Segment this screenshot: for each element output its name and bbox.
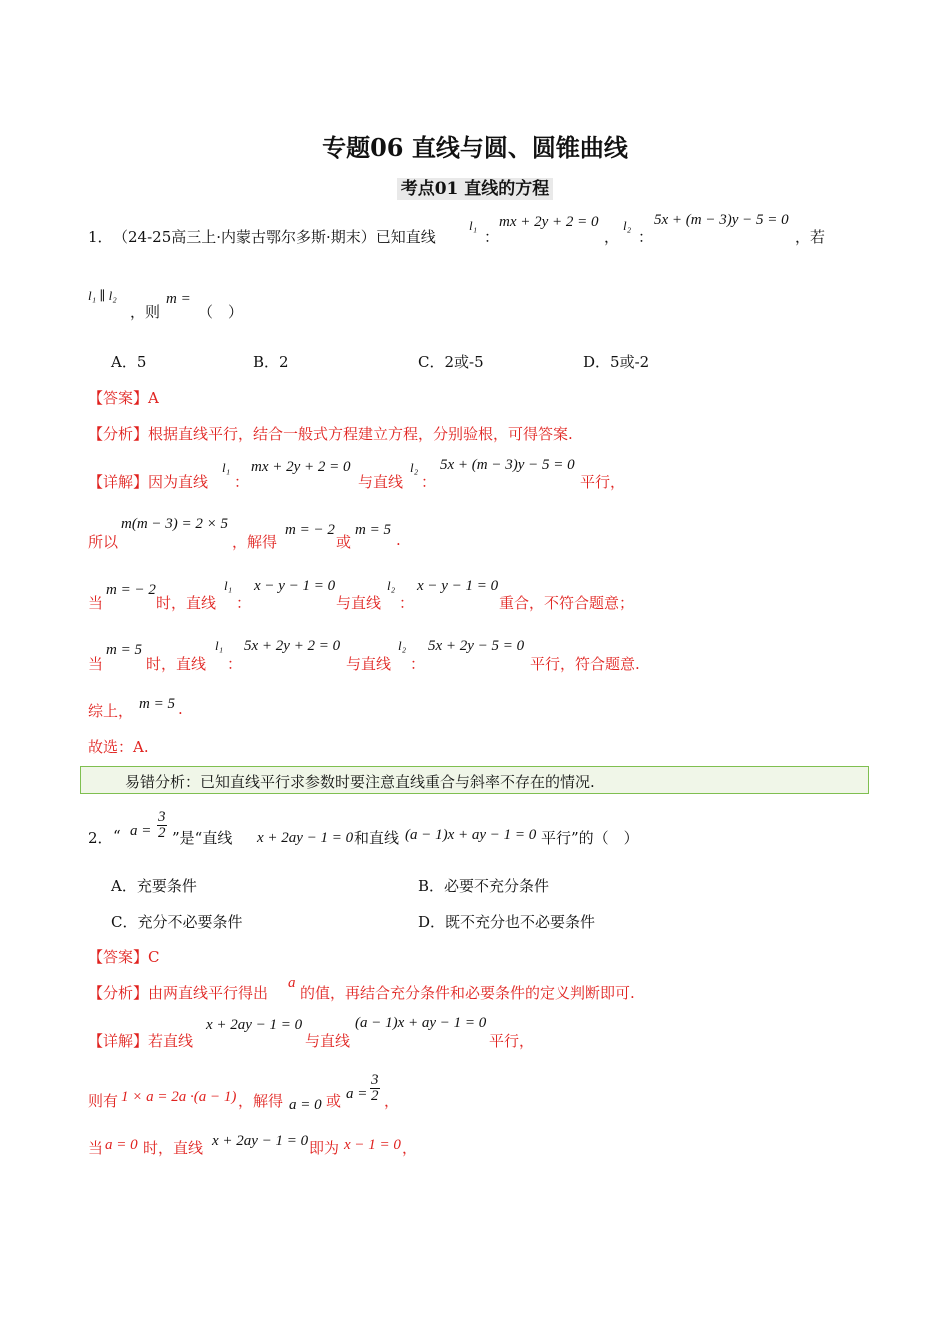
section-title: [0, 174, 950, 199]
q1-l2-sol2: m = 5: [355, 522, 391, 538]
q1-l2: l₂: [623, 218, 632, 233]
q2-l3-ji: 即为: [309, 1139, 340, 1157]
q1-l4-pre: 当: [88, 655, 104, 673]
q1-l3-l1: l₁: [224, 578, 233, 593]
q1-l4-eqa: 5x + 2y + 2 = 0: [244, 638, 341, 654]
q1-colon2: ：: [638, 228, 654, 246]
q1-choose: 故选：A.: [88, 738, 149, 756]
q1-l4-tail: 平行，符合题意.: [530, 655, 640, 673]
q2-l2-mid: ，解得: [238, 1092, 284, 1110]
q1-l2-end: .: [396, 531, 401, 549]
q1-condition: l₁ ∥ l₂: [88, 288, 117, 303]
q2-l3-shi: 时，直线: [143, 1139, 204, 1157]
q1-d-colon: ：: [234, 473, 250, 491]
q2-mid1: ”是“直线: [172, 829, 233, 847]
q1-l3-colon: ：: [236, 594, 252, 612]
q1-l4-l1: l₁: [215, 638, 224, 653]
q2-d-tail: 平行，: [489, 1032, 535, 1050]
q1-l3-shi: 时，直线: [156, 594, 217, 612]
q1-d-colon2: ：: [421, 473, 437, 491]
q1-l3-l2: l₂: [387, 578, 396, 593]
q1-eq2: 5x + (m − 3)y − 5 = 0: [654, 212, 789, 228]
q1-l3-colon2: ：: [399, 594, 415, 612]
q2-number: 2．: [88, 829, 113, 847]
section-title-text: 考点01 直线的方程: [397, 178, 554, 200]
q1-l4-shi: 时，直线: [146, 655, 207, 673]
q1-eq1: mx + 2y + 2 = 0: [499, 214, 599, 230]
q1-l1: l₁: [469, 218, 478, 233]
q2-l2-or: 或: [326, 1092, 342, 1110]
q1-l2-pre: 所以: [88, 533, 119, 551]
q1-detail-label: 【详解】因为直线: [88, 473, 209, 491]
q1-l2-mid: ，解得: [232, 533, 278, 551]
q1-ze: ，则: [130, 303, 161, 321]
q2-frac-denominator: 2: [158, 825, 166, 841]
q1-option-d: D．5或-2: [583, 353, 650, 371]
q1-option-c: C．2或-5: [418, 353, 484, 371]
q2-quote-open: “: [113, 827, 121, 845]
q1-option-b: B．2: [253, 353, 289, 371]
q1-l3-pre: 当: [88, 594, 104, 612]
page-title: 专题06 直线与圆、圆锥曲线: [322, 133, 628, 162]
q1-l4-colon: ：: [227, 655, 243, 673]
q2-d-eq1: x + 2ay − 1 = 0: [206, 1017, 303, 1033]
q1-number: 1．: [88, 228, 113, 246]
q1-d-l1: l₁: [222, 460, 231, 475]
q2-detail-label: 【详解】若直线: [88, 1032, 194, 1050]
q1-l4-yu: 与直线: [346, 655, 392, 673]
q2-a-eq: a =: [130, 823, 152, 839]
q1-l3-yu: 与直线: [336, 594, 382, 612]
q1-d-yu: 与直线: [358, 473, 404, 491]
q1-ruo: ，若: [795, 228, 826, 246]
q1-d-eq1: mx + 2y + 2 = 0: [251, 459, 351, 475]
q1-l5-end: .: [178, 700, 183, 718]
q1-l4-l2: l₂: [398, 638, 407, 653]
q2-option-d: D．既不充分也不必要条件: [418, 913, 596, 931]
q2-l3-eq: x + 2ay − 1 = 0: [212, 1133, 309, 1149]
q1-comma: ，: [604, 228, 620, 246]
q2-tail: 平行”的（ ）: [541, 829, 639, 847]
q2-l2-frac-numerator: 3: [371, 1072, 379, 1088]
q2-l3-pre: 当: [88, 1139, 104, 1157]
q1-d-tail: 平行，: [580, 473, 626, 491]
q1-l2-sol1: m = − 2: [285, 522, 335, 538]
q1-m-eq: m =: [166, 291, 191, 307]
q1-l4-eqb: 5x + 2y − 5 = 0: [428, 638, 525, 654]
q1-l3-eqb: x − y − 1 = 0: [417, 578, 499, 594]
q1-l5-m: m = 5: [139, 696, 175, 712]
q1-answer: 【答案】A: [88, 389, 159, 407]
q2-d-yu: 与直线: [305, 1032, 351, 1050]
q1-l3-eqa: x − y − 1 = 0: [254, 578, 336, 594]
q2-eq2: (a − 1)x + ay − 1 = 0: [405, 827, 537, 843]
q1-colon: ：: [484, 228, 500, 246]
q2-l3-a: a = 0: [105, 1137, 138, 1153]
q1-l3-tail: 重合，不符合题意；: [499, 594, 635, 612]
q2-d-eq2: (a − 1)x + ay − 1 = 0: [355, 1015, 487, 1031]
q1-source: （24-25高三上·内蒙古鄂尔多斯·期末）已知直线: [113, 228, 436, 246]
q1-analysis: 【分析】根据直线平行，结合一般式方程建立方程，分别验根，可得答案.: [88, 425, 573, 443]
q2-eq1: x + 2ay − 1 = 0: [257, 830, 354, 846]
q1-l3-m: m = − 2: [106, 582, 156, 598]
q2-fraction: [157, 810, 167, 841]
q2-option-c: C．充分不必要条件: [111, 913, 243, 931]
q2-l2-end: ，: [384, 1092, 400, 1110]
q2-l2-eq: 1 × a = 2a ·(a − 1): [121, 1089, 237, 1105]
q1-l4-m: m = 5: [106, 642, 142, 658]
q1-d-l2: l₂: [410, 460, 419, 475]
q2-frac-numerator: 3: [158, 809, 166, 825]
q2-analysis-a: 【分析】由两直线平行得出: [88, 984, 269, 1002]
q1-paren: （ ）: [198, 303, 244, 321]
q2-l2-sol2: a =: [346, 1086, 368, 1102]
q2-l3-eq2: x − 1 = 0: [344, 1137, 401, 1153]
q2-analysis-var: a: [288, 975, 296, 991]
q2-l2-frac-denominator: 2: [371, 1088, 379, 1104]
q2-l2-pre: 则有: [88, 1092, 119, 1110]
q1-l2-or: 或: [336, 533, 352, 551]
q1-d-eq2: 5x + (m − 3)y − 5 = 0: [440, 457, 575, 473]
q2-mid2: 和直线: [354, 829, 400, 847]
error-tip-box: [80, 766, 869, 794]
q1-l2-eq: m(m − 3) = 2 × 5: [121, 516, 229, 532]
q2-answer: 【答案】C: [88, 948, 160, 966]
q2-option-b: B．必要不充分条件: [418, 877, 550, 895]
q1-option-a: A．5: [111, 353, 147, 371]
q1-l5-pre: 综上，: [88, 702, 134, 720]
q2-option-a: A．充要条件: [111, 877, 197, 895]
q2-l2-sol1: a = 0: [289, 1097, 322, 1113]
q2-l3-end: ，: [402, 1139, 418, 1157]
q2-analysis-b: 的值，再结合充分条件和必要条件的定义判断即可.: [300, 984, 635, 1002]
q2-l2-fraction: [370, 1073, 380, 1104]
error-tip-text: 易错分析：已知直线平行求参数时要注意直线重合与斜率不存在的情况.: [125, 773, 595, 791]
q1-l4-colon2: ：: [410, 655, 426, 673]
